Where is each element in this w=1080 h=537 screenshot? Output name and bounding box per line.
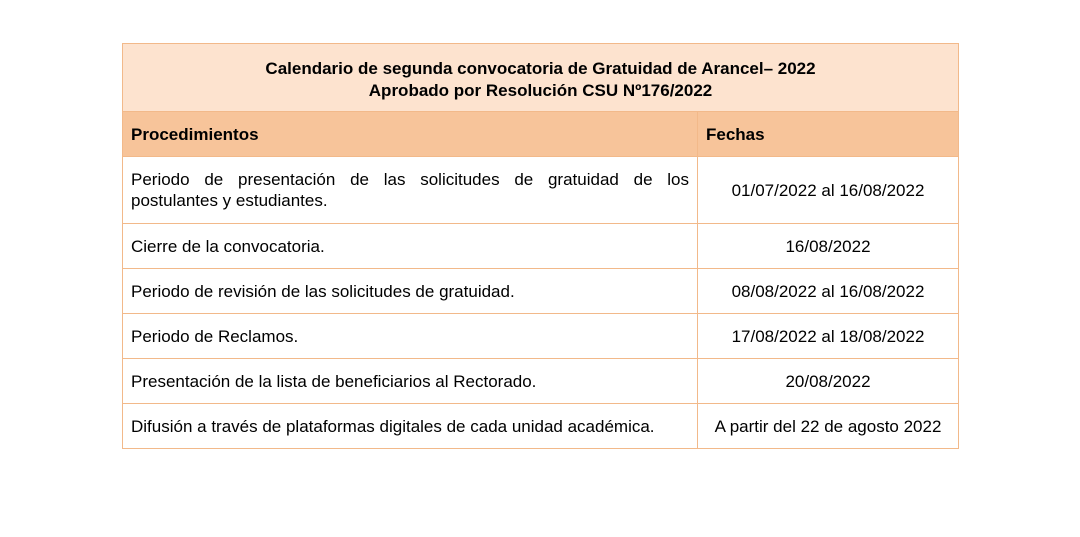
procedure-cell: Cierre de la convocatoria. — [123, 224, 698, 269]
header-procedimientos: Procedimientos — [123, 112, 698, 157]
table-title-row — [123, 44, 959, 112]
procedure-cell: Periodo de presentación de las solicitudes de gratuidad de los postulantes y estudiantes. — [123, 157, 698, 224]
table-row — [123, 269, 959, 314]
date-cell: 16/08/2022 — [698, 224, 959, 269]
table-row — [123, 359, 959, 404]
table-subtitle: Aprobado por Resolución CSU Nº176/2022 — [368, 80, 713, 100]
procedure-cell: Periodo de revisión de las solicitudes de gratuidad. — [123, 269, 698, 314]
table-title: Calendario de segunda convocatoria de Gratuidad de Arancel– 2022 — [265, 58, 816, 78]
date-cell: 20/08/2022 — [698, 359, 959, 404]
date-cell: 08/08/2022 al 16/08/2022 — [698, 269, 959, 314]
table-row — [123, 157, 959, 224]
table-row — [123, 404, 959, 449]
calendar-table — [122, 43, 959, 449]
table-row — [123, 224, 959, 269]
table-title-cell — [123, 44, 959, 112]
table-header-row — [123, 112, 959, 157]
date-cell: A partir del 22 de agosto 2022 — [698, 404, 959, 449]
procedure-cell: Periodo de Reclamos. — [123, 314, 698, 359]
header-fechas: Fechas — [698, 112, 959, 157]
date-cell: 17/08/2022 al 18/08/2022 — [698, 314, 959, 359]
procedure-cell: Difusión a través de plataformas digitales de cada unidad académica. — [123, 404, 698, 449]
table-row — [123, 314, 959, 359]
procedure-cell: Presentación de la lista de beneficiarios al Rectorado. — [123, 359, 698, 404]
date-cell: 01/07/2022 al 16/08/2022 — [698, 157, 959, 224]
